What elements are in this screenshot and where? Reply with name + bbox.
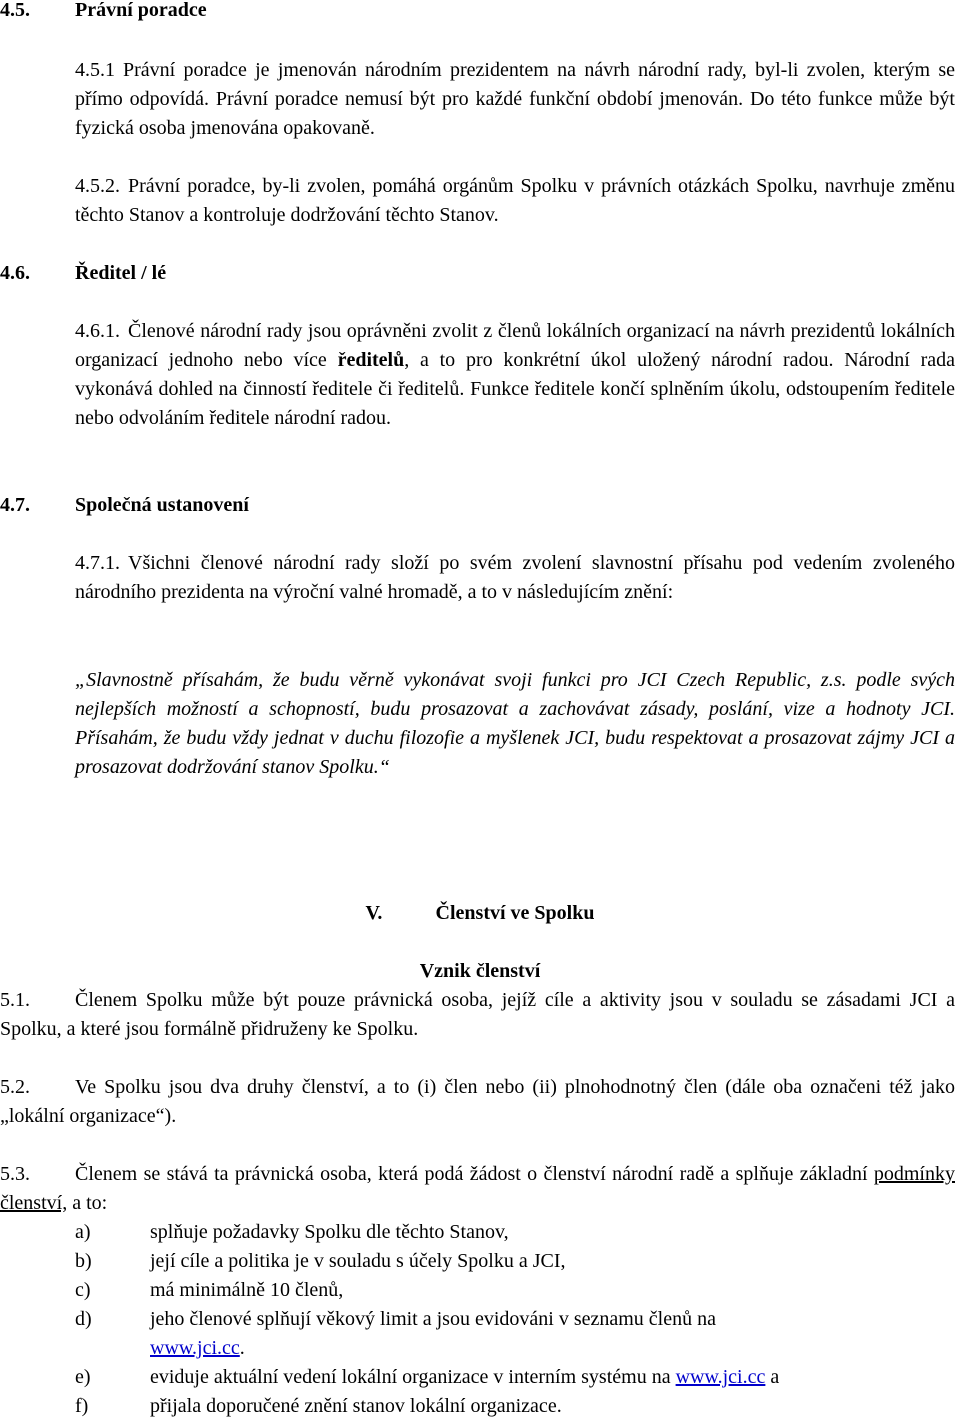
paragraph-4-5-2 [75,172,955,230]
paragraph-5-3 [0,1160,955,1218]
list-text-after: . [239,1337,245,1359]
paragraph-number: 4.5.2. [75,175,120,197]
paragraph-4-5-1 [75,56,955,143]
chapter-heading [0,899,960,928]
section-heading-4-7 [0,491,249,520]
list-text: eviduje aktuální vedení lokální organizace v interním systému na [150,1366,676,1388]
paragraph-number: 4.6.1. [75,320,120,342]
underlined-text: podmínky členství, [0,1163,955,1214]
paragraph-number: 5.3. [0,1163,30,1185]
section-title: Ředitel / lé [75,262,167,284]
list-text-after: a [765,1366,780,1388]
section-title: Právní poradce [75,0,207,21]
paragraph-text-cont: , a to pro konkrétní úkol uložený národní radou. Národní rada vykonává dohled na činností ředitele či ředitelů. Funkce ředitele končí splněním úkolu, odstoupením ředitele nebo odvoláním ředitele národní radou. [75,349,955,429]
paragraph-number: 5.2. [0,1076,30,1098]
list-text: přijala doporučené znění stanov lokální organizace. [150,1395,562,1417]
list-text-block [150,1363,955,1392]
paragraph-text: Ve Spolku jsou dva druhy členství, a to (i) člen nebo (ii) plnohodnotný člen (dále oba označeni též jako „lokální organizace“). [0,1076,955,1127]
list-label: d) [75,1308,92,1330]
section-number: 4.6. [0,262,30,284]
paragraph-text-cont: a to: [67,1192,108,1214]
list-text-block [150,1305,955,1363]
paragraph-number: 4.7.1. [75,552,120,574]
paragraph-5-2 [0,1073,955,1131]
chapter-title: Členství ve Spolku [435,902,595,924]
jci-link[interactable]: www.jci.cc [675,1366,766,1388]
list-label: a) [75,1221,91,1243]
list-text: jeho členové splňují věkový limit a jsou evidováni v seznamu členů na [150,1308,716,1330]
paragraph-4-7-1 [75,549,955,607]
list-text: splňuje požadavky Spolku dle těchto Stanov, [150,1221,509,1243]
list-label: b) [75,1250,92,1272]
section-heading-4-5 [0,0,207,25]
paragraph-text: Právní poradce je jmenován národním prezidentem na návrh národní rady, byl-li zvolen, kterým se přímo odpovídá. Právní poradce nemusí být pro každé funkční období jmenován. Do této funkce může být fyzická osoba jmenována opakovaně. [75,59,955,139]
oath-text: „Slavnostně přísahám, že budu věrně vykonávat svoji funkci pro JCI Czech Republic, z.s. podle svých nejlepších možností a schopností, budu prosazovat a zachovávat zásady, poslání, vize a hodnoty JCI. Přísahám, že budu vždy jednat v duchu filozofie a myšlenek JCI, budu respektovat a prosazovat zájmy JCI a prosazovat dodržování stanov Spolku.“ [75,669,955,778]
paragraph-text: Členem Spolku může být pouze právnická osoba, jejíž cíle a aktivity jsou v souladu se zásadami JCI a Spolku, a které jsou formálně přidruženy ke Spolku. [0,989,955,1040]
paragraph-5-1 [0,986,955,1044]
section-number: 4.7. [0,494,30,516]
list-text: má minimálně 10 členů, [150,1279,344,1301]
paragraph-4-6-1 [75,317,955,433]
paragraph-text: Právní poradce, by-li zvolen, pomáhá orgánům Spolku v právních otázkách Spolku, navrhuje změnu těchto Stanov a kontroluje dodržování těchto Stanov. [75,175,955,226]
jci-link[interactable]: www.jci.cc [150,1337,240,1359]
list-label: c) [75,1279,91,1301]
section-heading-4-6 [0,259,166,288]
list-label: f) [75,1395,89,1417]
paragraph-number: 5.1. [0,989,30,1011]
paragraph-number: 4.5.1 [75,59,115,81]
section-number: 4.5. [0,0,30,21]
paragraph-text: Členové národní rady jsou oprávněni zvolit z členů lokálních organizací na návrh prezidentů lokálních organizací jednoho nebo více [75,320,955,371]
list-label: e) [75,1366,91,1388]
section-title: Společná ustanovení [75,494,249,516]
paragraph-text: Členem se stává ta právnická osoba, která podá žádost o členství národní radě a splňuje základní [75,1163,874,1185]
bold-term: ředitelů [337,349,405,371]
chapter-number: V. [365,902,383,924]
subheading: Vznik členství [419,960,541,982]
list-text: její cíle a politika je v souladu s účely Spolku a JCI, [150,1250,566,1272]
paragraph-text: Všichni členové národní rady složí po svém zvolení slavnostní přísahu pod vedením zvoleného národního prezidenta na výroční valné hromadě, a to v následujícím znění: [75,552,955,603]
